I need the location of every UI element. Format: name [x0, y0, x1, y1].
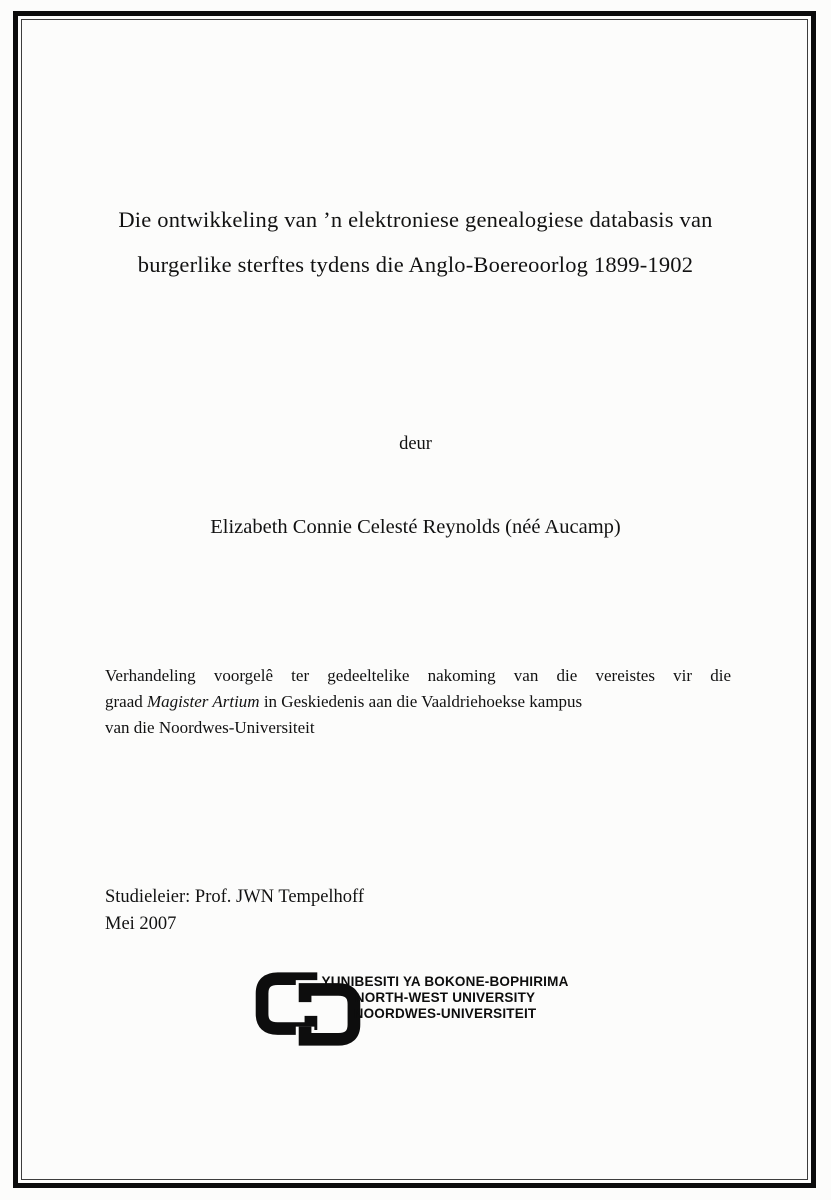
author-name: Elizabeth Connie Celesté Reynolds (néé Aucamp) — [210, 516, 621, 538]
declaration-line2-suffix: in Geskiedenis aan die Vaaldriehoekse kampus — [259, 692, 583, 711]
thesis-title-line2: burgerlike sterftes tydens die Anglo-Boereoorlog 1899-1902 — [137, 252, 694, 277]
thesis-title — [60, 197, 771, 287]
nwu-logo — [255, 966, 585, 1056]
byline-label: deur — [399, 434, 432, 454]
logo-line-setswana: YUNIBESITI YA BOKONE-BOPHIRIMA — [321, 974, 569, 989]
declaration-paragraph — [105, 663, 731, 741]
logo-line-afrikaans: NOORDWES-UNIVERSITEIT — [353, 1005, 537, 1021]
nwu-logo-text — [316, 974, 574, 1021]
date-line: Mei 2007 — [105, 914, 177, 934]
logo-line-english: NORTH-WEST UNIVERSITY — [354, 989, 536, 1005]
declaration-line2 — [105, 689, 731, 715]
declaration-line2-prefix: graad — [105, 692, 148, 711]
degree-name: Magister Artium — [147, 692, 260, 711]
thesis-title-line1: Die ontwikkeling van ’n elektroniese genealogiese databasis van — [118, 207, 713, 232]
declaration-line1: Verhandeling voorgelê ter gedeeltelike nakoming van die vereistes vir die — [105, 666, 731, 685]
declaration-line3: van die Noordwes-Universiteit — [105, 718, 315, 737]
supervisor-line: Studieleier: Prof. JWN Tempelhoff — [105, 887, 365, 907]
